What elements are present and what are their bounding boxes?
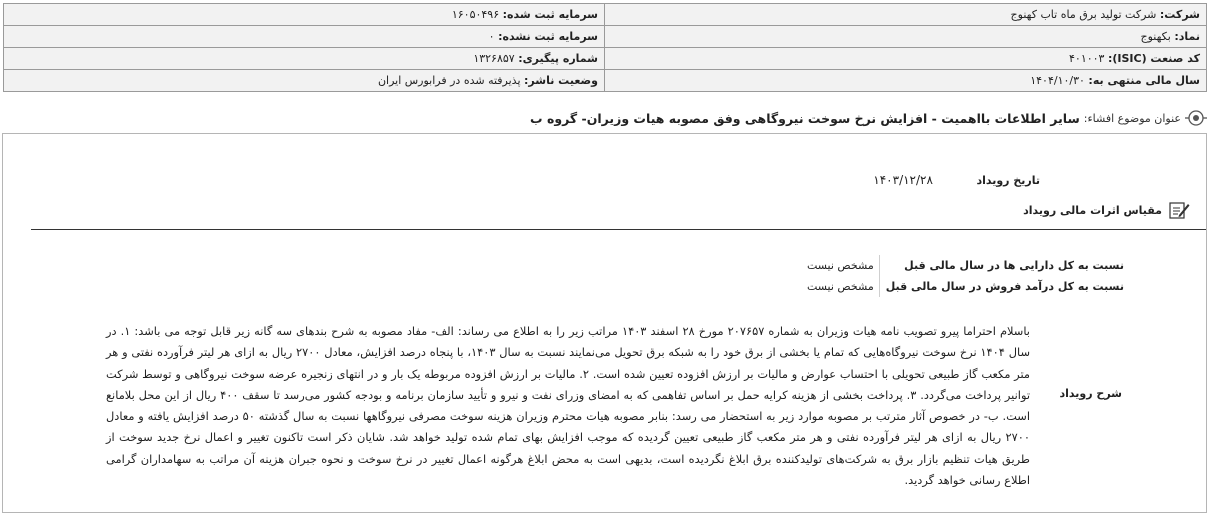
ratio-assets-value: مشخص نیست bbox=[777, 255, 879, 276]
fiscal-label: سال مالی منتهی به: bbox=[1088, 74, 1200, 87]
symbol-label: نماد: bbox=[1174, 30, 1200, 43]
status-cell bbox=[4, 70, 605, 92]
ratio-row-assets bbox=[777, 255, 1124, 276]
symbol-cell bbox=[605, 26, 1207, 48]
info-row bbox=[4, 4, 1207, 26]
status-value: پذیرفته شده در فرابورس ایران bbox=[377, 74, 521, 87]
event-description-label: شرح رویداد bbox=[1059, 387, 1122, 400]
target-icon bbox=[1185, 107, 1207, 129]
capital-registered-value: ۱۶۰۵۰۴۹۶ bbox=[451, 8, 500, 21]
ratio-assets-label: نسبت به کل دارایی ها در سال مالی قبل bbox=[904, 259, 1124, 272]
capital-registered-label: سرمایه ثبت شده: bbox=[502, 8, 598, 21]
status-label: وضعیت ناشر: bbox=[524, 74, 598, 87]
isic-value: ۴۰۱۰۰۳ bbox=[1069, 52, 1105, 65]
event-panel bbox=[2, 133, 1207, 513]
tracking-cell bbox=[4, 48, 605, 70]
subject-label: عنوان موضوع افشاء: bbox=[1083, 111, 1181, 125]
isic-label: کد صنعت (ISIC): bbox=[1107, 52, 1200, 65]
info-row bbox=[4, 26, 1207, 48]
company-cell bbox=[605, 4, 1207, 26]
info-row bbox=[4, 70, 1207, 92]
isic-cell bbox=[605, 48, 1207, 70]
capital-unregistered-cell bbox=[4, 26, 605, 48]
company-info-table bbox=[3, 3, 1207, 92]
capital-unregistered-label: سرمایه ثبت نشده: bbox=[498, 30, 598, 43]
tracking-label: شماره پیگیری: bbox=[518, 52, 598, 65]
symbol-value: بکهنوج bbox=[1140, 30, 1171, 43]
event-description-text: باسلام احتراما پیرو تصویب نامه هیات وزیران به شماره ۲۰۷۶۵۷ مورخ ۲۸ اسفند ۱۴۰۳ مراتب زیر را به اطلاع می رساند: الف- مفاد مصوبه به شرح بندهای سه گانه زیر قابل توجه می باشد: ۱. در سال ۱۴۰۴ نرخ سوخت نیروگاه‌هایی که تمام یا بخشی از برق خود را به شبکه برق تحویل می‌نمایند نسبت به سال ۱۴۰۳، با پنجاه درصد افزایش، معادل ۲۷۰۰ ریال به ازای هر لیتر فرآورده نفتی و هر متر مکعب گاز طبیعی تحویلی با احتساب عوارض و مالیات بر ارزش افزوده تعیین شده است. ۲. مالیات بر ارزش افزوده مربوطه یک بار و در انتهای زنجیره عرضه سوخت نیروگاهی و توسط شرکت توانیر پرداخت می‌گردد. ۳. پرداخت بخشی از هزینه کرایه حمل بر اساس تفاهمی که به امضای وزرای نفت و نیرو و تأیید سازمان برنامه و بودجه کشور می‌رسد تا سقف ۴۰۰ ریال از این محل بلامانع است. ب- در خصوص آثار مترتب بر مصوبه موارد زیر به استحضار می رسد: بنابر مصوبه هیات محترم وزیران هزینه سوخت مصرفی نیروگاهها نسبت به سال گذشته ۵۰ درصد افزایش یافته و معادل ۲۷۰۰ ریال به ازای هر لیتر فرآورده نفتی و هر متر مکعب گاز طبیعی تعیین گردیده که موجب افزایش بهای تمام شده تولید خواهد شد. شایان ذکر است تاکنون تغییر و اعمال نرخ جدید سوخت از طریق هیات تنظیم بازار برق به شرکت‌های تولیدکننده برق ابلاغ نگردیده است، بدیهی است به محض ابلاغ هرگونه اعمال تغییر در نرخ سوخت و نحوه جبران هزینه آن مراتب به سهامداران گرامی اطلاع رسانی خواهد گردید. bbox=[106, 324, 1031, 488]
fiscal-value: ۱۴۰۴/۱۰/۳۰ bbox=[1030, 74, 1085, 87]
ratio-revenue-label: نسبت به کل درآمد فروش در سال مالی قبل bbox=[885, 280, 1124, 293]
impact-heading-text: مقیاس اثرات مالی رویداد bbox=[1023, 203, 1162, 217]
edit-note-icon bbox=[1168, 200, 1190, 220]
ratio-row-revenue bbox=[777, 276, 1124, 297]
ratio-revenue-value: مشخص نیست bbox=[777, 276, 879, 297]
ratio-table bbox=[777, 255, 1124, 297]
company-label: شرکت: bbox=[1159, 8, 1200, 21]
impact-heading bbox=[1023, 200, 1190, 220]
event-date-row bbox=[873, 173, 1040, 187]
capital-unregistered-value: ۰ bbox=[488, 30, 495, 43]
event-date-value: ۱۴۰۳/۱۲/۲۸ bbox=[873, 173, 933, 187]
capital-registered-cell bbox=[4, 4, 605, 26]
tracking-value: ۱۳۲۶۸۵۷ bbox=[473, 52, 515, 65]
info-row bbox=[4, 48, 1207, 70]
subject-title: سایر اطلاعات بااهمیت - افزایش نرخ سوخت نیروگاهی وفق مصوبه هیات وزیران- گروه ب bbox=[530, 110, 1080, 126]
fiscal-cell bbox=[605, 70, 1207, 92]
section-divider bbox=[31, 229, 1206, 230]
disclosure-subject bbox=[4, 106, 1207, 130]
event-date-label: تاریخ رویداد bbox=[976, 174, 1040, 187]
company-value: شرکت تولید برق ماه تاب کهنوج bbox=[1010, 8, 1157, 21]
